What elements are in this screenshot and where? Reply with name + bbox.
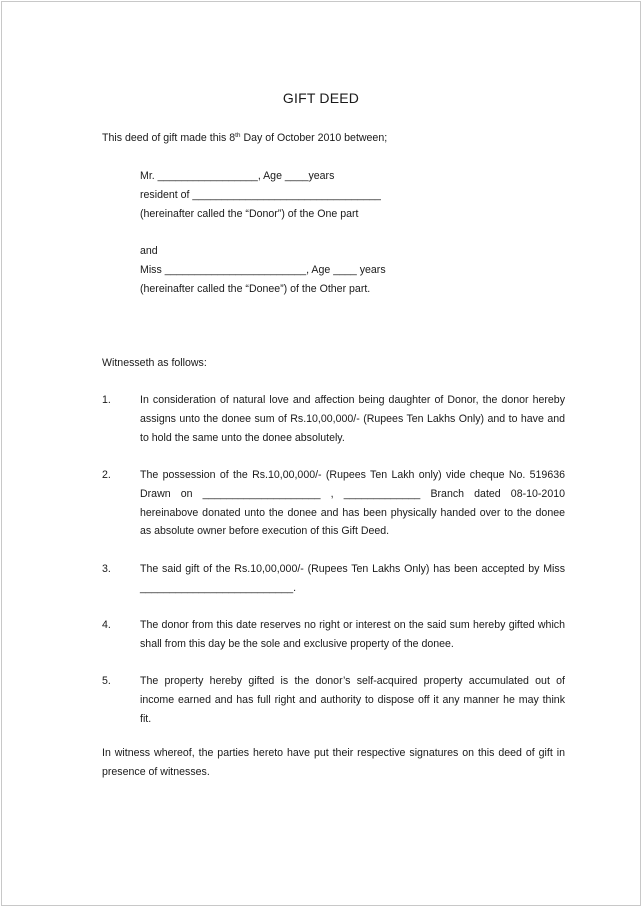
clause-line: to hold the same unto the donee absolutely. — [140, 431, 345, 444]
witnesseth-heading: Witnesseth as follows: — [102, 357, 207, 369]
closing-line: presence of witnesses. — [102, 765, 210, 778]
clause-line: The possession of the Rs.10,00,000/- (Rupees Ten Lakh only) vide cheque No. 519636 — [140, 469, 565, 481]
intro-line — [102, 132, 387, 145]
clause-number: 1. — [102, 394, 111, 406]
clause-line: assigns unto the donee sum of Rs.10,00,000/- (Rupees Ten Lakhs Only) and to have and — [140, 412, 565, 425]
clause-line: __________________________. — [140, 581, 297, 594]
closing-paragraph — [102, 744, 565, 782]
donee-role-line: (hereinafter called the “Donee”) of the Other part. — [140, 283, 371, 295]
clause-5 — [140, 672, 565, 728]
clause-1 — [140, 391, 565, 447]
clause-line: The donor from this date reserves no right or interest on the said sum hereby gifted which — [140, 619, 565, 631]
clause-line: fit. — [140, 712, 152, 725]
donee-name-line: Miss ________________________, Age ____ years — [140, 264, 386, 276]
clause-line: In consideration of natural love and affection being daughter of Donor, the donor hereby — [140, 394, 565, 406]
donor-name-line: Mr. _________________, Age ____years — [140, 170, 335, 182]
clause-line: hereinabove donated unto the donee and has been physically handed over to the donee — [140, 506, 565, 519]
clause-number: 4. — [102, 619, 111, 631]
clause-line: shall from this day be the sole and exclusive property of the donee. — [140, 637, 454, 650]
document-page — [1, 1, 641, 906]
intro-day-suffix: th — [235, 132, 241, 139]
donor-resident-line: resident of ________________________________ — [140, 189, 381, 201]
donor-role-line: (hereinafter called the “Donor”) of the One part — [140, 208, 359, 220]
clause-line: as absolute owner before execution of this Gift Deed. — [140, 525, 390, 538]
clause-line: Drawn on ____________________ , _____________ Branch dated 08-10-2010 — [140, 487, 565, 500]
closing-line: In witness whereof, the parties hereto have put their respective signatures on this deed of gift in — [102, 747, 565, 759]
clause-number: 3. — [102, 563, 111, 575]
clause-number: 2. — [102, 469, 111, 481]
clause-number: 5. — [102, 675, 111, 687]
clause-3 — [140, 560, 565, 598]
document-title: GIFT DEED — [282, 90, 360, 106]
clause-line: income earned and has full right and authority to dispose off it any manner he may think — [140, 693, 565, 706]
and-text: and — [140, 245, 158, 257]
clause-4 — [140, 616, 565, 654]
intro-after-day: Day of October 2010 between; — [240, 132, 388, 144]
clause-line: The property hereby gifted is the donor’s self-acquired property accumulated out of — [140, 675, 565, 687]
intro-before-day: This deed of gift made this 8 — [102, 132, 236, 144]
clause-line: The said gift of the Rs.10,00,000/- (Rupees Ten Lakhs Only) has been accepted by Miss — [140, 563, 565, 575]
clause-2 — [140, 466, 565, 541]
